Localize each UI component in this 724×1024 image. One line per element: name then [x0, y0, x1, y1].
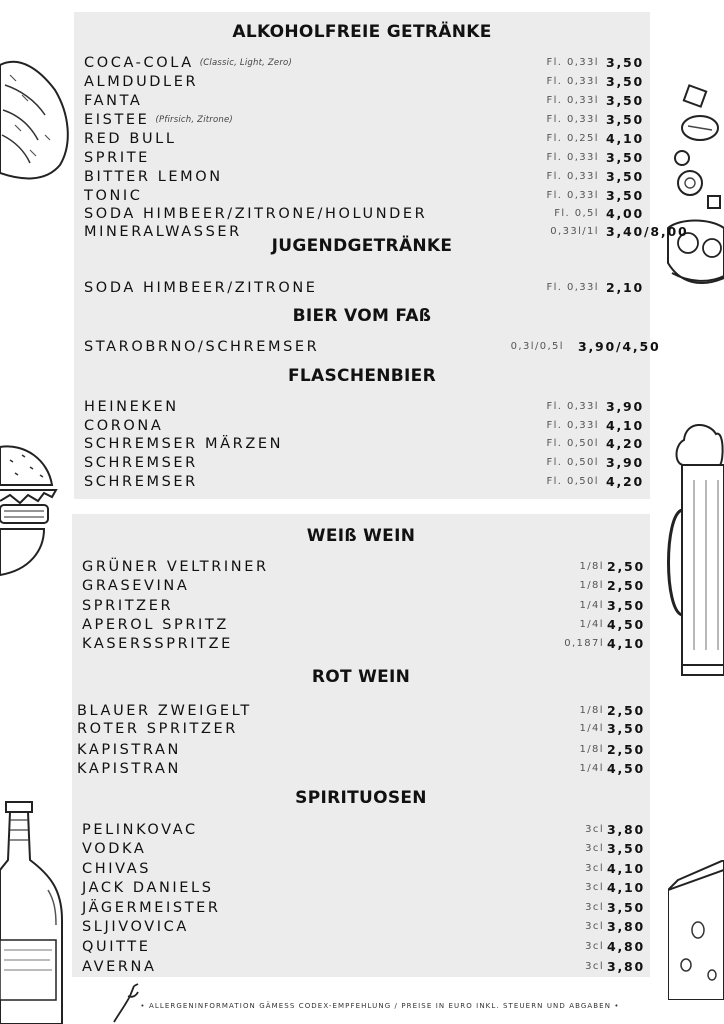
item-unit: 1/8l: [579, 580, 604, 591]
item-name: [82, 841, 146, 857]
item-name-text: CORONA: [84, 418, 164, 434]
item-price: 3,40/8,00: [606, 224, 689, 239]
item-name-text: SLJIVOVICA: [82, 919, 189, 935]
menu-item: [72, 761, 650, 779]
item-unit: Fl. 0,33l: [546, 282, 599, 293]
item-name-text: SPRITE: [84, 150, 150, 166]
burger-illustration: [0, 435, 58, 585]
item-name: [84, 436, 283, 452]
menu-item: [74, 55, 650, 73]
item-price: 4,10: [607, 880, 646, 895]
section-title: WEIß WEIN: [306, 526, 416, 546]
item-price: 4,10: [606, 418, 645, 433]
item-name: [77, 721, 238, 737]
item-price: 4,50: [607, 761, 646, 776]
item-name: [84, 474, 198, 490]
item-price: 3,50: [607, 598, 646, 613]
item-price: 3,80: [607, 822, 646, 837]
item-name: [84, 131, 177, 147]
item-name: [82, 939, 151, 955]
item-price: 3,90: [606, 399, 645, 414]
item-unit: 3cl: [585, 961, 604, 972]
item-unit: 1/4l: [579, 723, 604, 734]
item-unit: Fl. 0,33l: [546, 401, 599, 412]
item-name: [84, 339, 319, 355]
allergen-footer: • ALLERGENINFORMATION GÄMESS CODEX-EMPFEHLUNG / PREISE IN EURO INKL. STEUERN UND ABGABEN •: [140, 1002, 620, 1010]
item-name-text: BITTER LEMON: [84, 169, 223, 185]
item-price: 4,10: [606, 131, 645, 146]
menu-item: [72, 822, 650, 840]
item-name-text: MINERALWASSER: [84, 224, 242, 240]
menu-item: [74, 150, 650, 168]
item-name-text: TONIC: [84, 188, 143, 204]
item-name: [82, 598, 173, 614]
item-name: [82, 578, 189, 594]
item-name-text: HEINEKEN: [84, 399, 179, 415]
menu-item: [72, 841, 650, 859]
item-name-text: VODKA: [82, 841, 147, 857]
menu-item: [72, 636, 650, 654]
item-name: [82, 959, 157, 975]
item-name-text: RED BULL: [84, 131, 177, 147]
menu-panel-drinks: [74, 12, 689, 499]
item-unit: 1/8l: [579, 705, 604, 716]
item-unit: 3cl: [585, 824, 604, 835]
menu-item: [72, 617, 650, 635]
item-price: 4,80: [607, 939, 646, 954]
item-name: [84, 93, 142, 109]
item-unit: Fl. 0,5l: [554, 208, 599, 219]
item-price: 2,10: [606, 280, 645, 295]
item-name: [84, 455, 198, 471]
menu-panel-wine-spirits: [72, 514, 650, 977]
item-price: 3,50: [607, 841, 646, 856]
item-name: [82, 861, 151, 877]
item-name-text: GRÜNER VELTRINER: [82, 559, 269, 575]
item-name-text: SODA HIMBEER/ZITRONE/HOLUNDER: [84, 206, 428, 222]
item-unit: Fl. 0,33l: [546, 190, 599, 201]
item-name: [84, 169, 223, 185]
item-price: 4,10: [607, 636, 646, 651]
menu-item: [72, 578, 650, 596]
item-unit: Fl. 0,50l: [546, 438, 599, 449]
item-name: [82, 636, 233, 652]
item-name: [77, 703, 252, 719]
item-unit: 3cl: [585, 941, 604, 952]
section-title: JUGENDGETRÄNKE: [271, 236, 453, 256]
item-price: 3,80: [607, 919, 646, 934]
item-unit: 3cl: [585, 882, 604, 893]
menu-item: [74, 399, 650, 417]
item-name: [77, 761, 181, 777]
menu-item: [72, 939, 650, 957]
item-name-text: CHIVAS: [82, 861, 152, 877]
menu-item: [72, 742, 650, 760]
item-name: [84, 150, 150, 166]
menu-item: [74, 206, 650, 224]
item-unit: 3cl: [585, 863, 604, 874]
item-name-text: QUITTE: [82, 939, 151, 955]
item-unit: 3cl: [585, 843, 604, 854]
item-name-text: COCA-COLA: [84, 55, 194, 71]
item-name-text: SPRITZER: [82, 598, 174, 614]
item-price: 3,50: [606, 150, 645, 165]
menu-item: [74, 280, 650, 298]
menu-item: [74, 112, 650, 130]
item-unit: Fl. 0,33l: [546, 420, 599, 431]
menu-item: [72, 919, 650, 937]
menu-item: [72, 861, 650, 879]
item-name-text: KAPISTRAN: [77, 761, 181, 777]
item-name-text: JÄGERMEISTER: [82, 900, 221, 916]
menu-item: [72, 721, 650, 739]
item-name: [82, 617, 229, 633]
meat-illustration: [0, 55, 72, 185]
item-note: (Classic, Light, Zero): [199, 58, 292, 68]
item-unit: 3cl: [585, 902, 604, 913]
item-unit: 1/8l: [579, 744, 604, 755]
item-name-text: GRASEVINA: [82, 578, 190, 594]
beer-mug-illustration: [664, 420, 724, 680]
menu-item: [74, 339, 661, 357]
item-price: 2,50: [607, 559, 646, 574]
item-unit: Fl. 0,33l: [546, 152, 599, 163]
menu-item: [74, 436, 650, 454]
item-name-text: BLAUER ZWEIGELT: [77, 703, 252, 719]
cheese-illustration: [668, 860, 724, 1000]
item-price: 3,50: [606, 188, 645, 203]
item-unit: 3cl: [585, 921, 604, 932]
item-price: 4,20: [606, 436, 645, 451]
item-price: 2,50: [607, 578, 646, 593]
item-name-text: FANTA: [84, 93, 143, 109]
item-name-text: PELINKOVAC: [82, 822, 198, 838]
section-title: ROT WEIN: [311, 667, 411, 687]
item-unit: 1/4l: [579, 619, 604, 630]
menu-item: [74, 188, 650, 206]
wine-bottle-illustration: [0, 800, 70, 1024]
menu-item: [72, 880, 650, 898]
item-name: [82, 822, 198, 838]
menu-item: [74, 93, 650, 111]
item-price: 4,10: [607, 861, 646, 876]
item-unit: 1/4l: [579, 600, 604, 611]
item-name: [84, 74, 198, 90]
section-title: FLASCHENBIER: [288, 366, 436, 386]
item-price: 4,50: [607, 617, 646, 632]
item-price: 3,50: [606, 55, 645, 70]
salad-illustration: [660, 78, 724, 288]
item-name: [84, 55, 292, 71]
item-price: 3,80: [607, 959, 646, 974]
menu-item: [72, 703, 650, 721]
item-name-text: ROTER SPRITZER: [77, 721, 238, 737]
item-unit: Fl. 0,50l: [546, 457, 599, 468]
menu-item: [74, 131, 650, 149]
item-name-text: JACK DANIELS: [82, 880, 214, 896]
item-name: [82, 559, 269, 575]
item-price: 3,50: [607, 721, 646, 736]
item-name-text: ALMDUDLER: [84, 74, 199, 90]
item-unit: 0,187l: [564, 638, 604, 649]
item-name: [82, 900, 221, 916]
section-title: BIER VOM FAß: [292, 306, 432, 326]
item-unit: Fl. 0,33l: [546, 171, 599, 182]
item-price: 3,50: [606, 112, 645, 127]
menu-item: [74, 74, 650, 92]
item-price: 3,50: [606, 169, 645, 184]
item-unit: Fl. 0,33l: [546, 114, 599, 125]
item-price: 3,50: [607, 900, 646, 915]
item-unit: Fl. 0,33l: [546, 95, 599, 106]
item-unit: 1/8l: [579, 561, 604, 572]
item-name-text: APEROL SPRITZ: [82, 617, 229, 633]
item-price: 3,90: [606, 455, 645, 470]
item-price: 4,20: [606, 474, 645, 489]
menu-item: [74, 455, 650, 473]
item-price: 3,50: [606, 93, 645, 108]
item-unit: 0,33l/1l: [550, 226, 599, 237]
item-name-text: AVERNA: [82, 959, 157, 975]
menu-item: [74, 418, 650, 436]
section-title: ALKOHOLFREIE GETRÄNKE: [232, 22, 492, 42]
item-name-text: KAPISTRAN: [77, 742, 181, 758]
item-unit: 0,3l/0,5l: [510, 341, 564, 352]
menu-item: [72, 900, 650, 918]
item-name: [84, 280, 318, 296]
menu-item: [74, 474, 650, 492]
item-name-text: SCHREMSER MÄRZEN: [84, 436, 284, 452]
menu-item: [72, 598, 650, 616]
item-name-text: SCHREMSER: [84, 455, 198, 471]
item-name: [84, 399, 179, 415]
item-price: 3,90/4,50: [578, 339, 661, 354]
section-title: SPIRITUOSEN: [295, 788, 427, 808]
item-name-text: KASERSSPRITZE: [82, 636, 233, 652]
item-name-text: STAROBRNO/SCHREMSER: [84, 339, 320, 355]
item-name: [84, 418, 163, 434]
item-name: [77, 742, 181, 758]
menu-item: [72, 959, 650, 977]
item-unit: 1/4l: [579, 763, 604, 774]
item-name: [84, 206, 427, 222]
item-price: 4,00: [606, 206, 645, 221]
item-name: [84, 188, 143, 204]
item-name-text: SCHREMSER: [84, 474, 198, 490]
item-unit: Fl. 0,33l: [546, 57, 599, 68]
item-name-text: EISTEE: [84, 112, 150, 128]
item-unit: Fl. 0,25l: [546, 133, 599, 144]
item-name: [84, 112, 233, 128]
item-price: 3,50: [606, 74, 645, 89]
menu-item: [74, 169, 650, 187]
item-name: [82, 880, 214, 896]
item-name-text: SODA HIMBEER/ZITRONE: [84, 280, 318, 296]
menu-item: [72, 559, 650, 577]
item-name: [82, 919, 189, 935]
item-note: (Pfirsich, Zitrone): [155, 115, 233, 125]
item-price: 2,50: [607, 742, 646, 757]
item-unit: Fl. 0,50l: [546, 476, 599, 487]
item-unit: Fl. 0,33l: [546, 76, 599, 87]
item-price: 2,50: [607, 703, 646, 718]
